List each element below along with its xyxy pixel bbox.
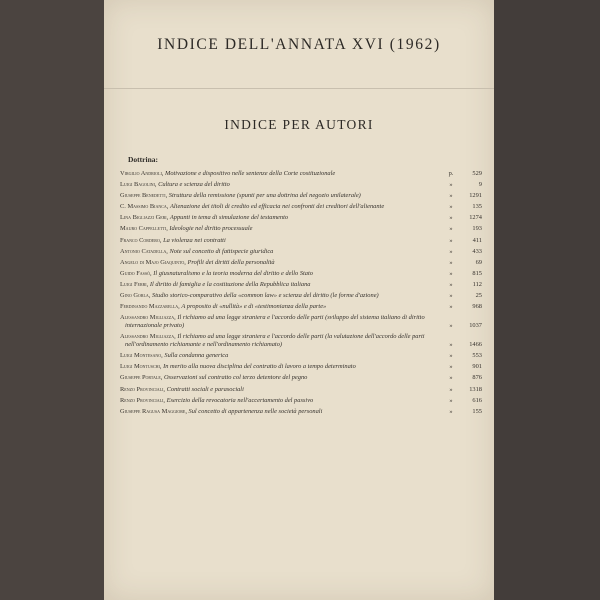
entry-author: Virgilio Andrioli,: [120, 170, 164, 177]
index-entry: [120, 170, 482, 178]
entry-text: [120, 333, 482, 349]
entry-text: [120, 397, 482, 405]
entry-text: [120, 352, 482, 360]
index-entry: [120, 333, 482, 349]
index-entry: [120, 225, 482, 233]
index-entry: [120, 374, 482, 382]
entry-page-ref: [446, 386, 482, 394]
entry-author: Alessandro Migliazza,: [120, 333, 176, 341]
entry-text: [120, 281, 482, 289]
page-marker: »: [449, 341, 453, 349]
page-marker: »: [449, 236, 453, 244]
entry-text: [120, 248, 482, 256]
entry-author: Ferdinando Mazzarella,: [120, 303, 180, 311]
entry-page-ref: [446, 270, 482, 278]
entry-text: [120, 303, 482, 311]
page-marker: »: [449, 385, 453, 393]
entry-title: Alienazione dei titoli di credito ed efficacia nei confronti dei creditori dell'alienante: [170, 203, 385, 211]
entry-page-ref: [446, 292, 482, 300]
page-number: 553: [472, 352, 482, 360]
page-marker: »: [449, 303, 453, 311]
section-title: INDICE PER AUTORI: [224, 117, 374, 132]
entry-author: Giuseppe Benedetti,: [120, 192, 168, 200]
page-marker: »: [449, 374, 453, 382]
page-number: 1466: [469, 341, 482, 349]
entry-author: Luigi Ferri,: [120, 280, 149, 288]
index-entry: [120, 203, 482, 211]
entry-text: [120, 363, 482, 371]
entry-page-ref: [446, 303, 482, 311]
entry-page-ref: [446, 397, 482, 405]
index-entry: [120, 352, 482, 360]
left-background: [0, 0, 104, 600]
entry-title: Il richiamo ad una legge straniera e l'accordo delle parti (la valutazione dell'accordo delle parti nell'ordinamento richiamante e nell'ordinamento richiamato): [125, 333, 425, 349]
entry-title: Ideologie nel diritto processuale: [169, 225, 253, 233]
index-entry: [120, 259, 482, 267]
subsection-label: Dottrina:: [128, 155, 158, 164]
entry-text: [120, 225, 482, 233]
entry-author: C. Massimo Bianca,: [120, 203, 169, 211]
index-entry: [120, 181, 482, 189]
page-number: 901: [472, 363, 482, 371]
entry-title: Struttura della remissione (spunti per una dottrina del negozio unilaterale): [168, 192, 361, 200]
page-number: 433: [472, 247, 482, 255]
entry-text: [120, 192, 482, 200]
entry-title: Contratti sociali e parasociali: [166, 385, 244, 393]
entry-page-ref: [446, 214, 482, 222]
entry-author: Alessandro Migliazza,: [120, 314, 176, 322]
heading-divider: [104, 88, 494, 89]
page-number: 9: [478, 181, 482, 189]
entry-text: [120, 386, 482, 394]
right-background: [494, 0, 600, 600]
document-page: [104, 0, 494, 600]
page-marker: »: [449, 258, 453, 266]
entry-text: [120, 203, 482, 211]
entry-page-ref: [446, 237, 482, 245]
entry-title: Esercizio della revocatoria nell'accertamento del passivo: [166, 396, 314, 404]
page-marker: »: [449, 363, 453, 371]
page-heading: INDICE DELL'ANNATA XVI (1962): [157, 36, 441, 53]
entry-author: Renzo Provinciali,: [120, 385, 166, 393]
entry-title: In merito alla nuova disciplina del contratto di lavoro a tempo determinato: [163, 363, 356, 371]
entry-author: Luigi Bagolini,: [120, 181, 157, 189]
page-number: 112: [472, 280, 482, 288]
entry-author: Giuseppe Portale,: [120, 374, 163, 382]
entry-title: Sul concetto di appartenenza nelle società personali: [188, 407, 323, 415]
page-number: 529: [472, 170, 482, 177]
entry-title: Cultura e scienza del diritto: [158, 181, 230, 189]
entry-page-ref: [446, 352, 482, 360]
entry-author: Franco Cordero,: [120, 236, 162, 244]
entry-page-ref: [446, 248, 482, 256]
entry-page-ref: [446, 341, 482, 349]
page-number: 876: [472, 374, 482, 382]
entry-author: Guido Fassò,: [120, 269, 152, 277]
page-marker: »: [449, 292, 453, 300]
page-number: 411: [472, 236, 482, 244]
index-entry: [120, 281, 482, 289]
entry-author: Luigi Montuschi,: [120, 363, 162, 371]
entry-author: Luigi Montesano,: [120, 352, 163, 360]
entry-page-ref: [446, 374, 482, 382]
entry-text: [120, 214, 482, 222]
entry-page-ref: [446, 408, 482, 416]
index-entry: [120, 303, 482, 311]
entry-page-ref: [446, 181, 482, 189]
index-entry: [120, 397, 482, 405]
entry-text: [120, 374, 482, 382]
page-number: 1274: [469, 214, 482, 222]
entry-author: Lina Bigliazzi Geri,: [120, 214, 169, 222]
page-marker: p.: [448, 170, 454, 177]
entry-text: [120, 408, 482, 416]
entry-title: Appunti in tema di simulazione del testamento: [169, 214, 289, 222]
index-entry: [120, 237, 482, 245]
index-entry: [120, 314, 482, 330]
entry-title: Note sul concetto di fattispecie giuridica: [169, 247, 274, 255]
entry-text: [120, 314, 482, 330]
page-number: 815: [472, 269, 482, 277]
index-entry: [120, 363, 482, 371]
page-number: 69: [475, 258, 482, 266]
entry-text: [120, 237, 482, 245]
entry-title: Studio storico-comparativo della «common law» e scienza del diritto (le forme d'azione): [152, 292, 379, 300]
index-entry: [120, 192, 482, 200]
entry-author: Antonio Catadella,: [120, 247, 168, 255]
page-marker: »: [449, 203, 453, 211]
entry-text: [120, 181, 482, 189]
author-index-list: [120, 170, 482, 419]
page-number: 193: [472, 225, 482, 233]
page-marker: »: [449, 225, 453, 233]
index-entry: [120, 408, 482, 416]
index-entry: [120, 270, 482, 278]
entry-page-ref: [446, 170, 482, 178]
page-number: 1037: [469, 322, 482, 330]
index-entry: [120, 248, 482, 256]
page-marker: »: [449, 214, 453, 222]
entry-author: Mauro Cappelletti,: [120, 225, 168, 233]
page-number: 1291: [469, 192, 482, 200]
entry-author: Gino Gorla,: [120, 292, 151, 300]
index-entry: [120, 214, 482, 222]
entry-title: Motivazione e dispositivo nelle sentenze della Corte costituzionale: [165, 170, 336, 177]
entry-title: Il diritto di famiglia e la costituzione della Repubblica italiana: [149, 280, 311, 288]
entry-author: Renzo Provinciali,: [120, 396, 166, 404]
entry-title: Profili dei diritti della personalità: [187, 258, 275, 266]
entry-page-ref: [446, 322, 482, 330]
entry-author: Giuseppe Ragusa Maggiore,: [120, 407, 187, 415]
page-number: 1318: [469, 385, 482, 393]
entry-title: La violenza nei contratti: [163, 236, 226, 244]
page-number: 616: [472, 396, 482, 404]
page-marker: »: [449, 322, 453, 330]
entry-page-ref: [446, 225, 482, 233]
index-entry: [120, 292, 482, 300]
entry-text: [120, 170, 482, 178]
entry-title: A proposito di «nullità» e di «testimonianza della parte»: [181, 303, 327, 311]
page-marker: »: [449, 181, 453, 189]
entry-text: [120, 270, 482, 278]
entry-page-ref: [446, 203, 482, 211]
entry-text: [120, 292, 482, 300]
entry-page-ref: [446, 281, 482, 289]
page-marker: »: [449, 407, 453, 415]
page-marker: »: [449, 269, 453, 277]
entry-title: Il richiamo ad una legge straniera e l'accordo delle parti (sviluppo del sistema italiano di diritto internazionale privato): [125, 314, 425, 330]
page-marker: »: [449, 280, 453, 288]
entry-author: Angelo di Majo Giaquinto,: [120, 258, 186, 266]
page-marker: »: [449, 247, 453, 255]
entry-page-ref: [446, 259, 482, 267]
page-marker: »: [449, 192, 453, 200]
page-number: 155: [472, 407, 482, 415]
index-entry: [120, 386, 482, 394]
entry-text: [120, 259, 482, 267]
page-number: 135: [472, 203, 482, 211]
entry-page-ref: [446, 192, 482, 200]
page-marker: »: [449, 352, 453, 360]
entry-title: Osservazioni sul contratto col terzo detentore del pegno: [163, 374, 308, 382]
page-number: 968: [472, 303, 482, 311]
entry-title: Il giusnaturalismo e la teoria moderna del diritto e dello Stato: [153, 269, 313, 277]
entry-page-ref: [446, 363, 482, 371]
page-marker: »: [449, 396, 453, 404]
page-number: 25: [475, 292, 482, 300]
entry-title: Sulla condanna generica: [164, 352, 229, 360]
